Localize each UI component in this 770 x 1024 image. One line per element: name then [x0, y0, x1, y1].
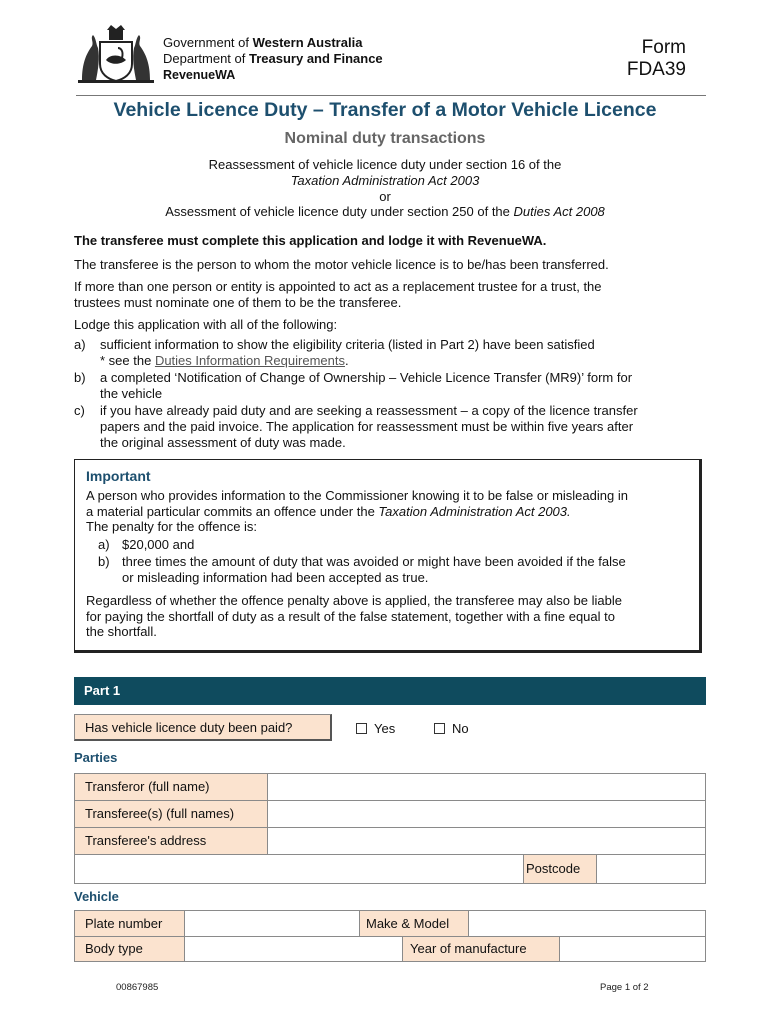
list-item-c: if you have already paid duty and are seeking a reassessment – a copy of the licence transfer papers and the paid invoice. The application for reassessment must be within five years after the original assessment of duty was made.: [100, 403, 638, 450]
page-title: Vehicle Licence Duty – Transfer of a Motor Vehicle Licence: [113, 99, 657, 121]
body-type-label: Body type: [74, 936, 185, 962]
document-number: 00867985: [116, 982, 159, 993]
transferor-input[interactable]: [267, 773, 706, 801]
list-item-b: a completed ‘Notification of Change of Ownership – Vehicle Licence Transfer (MR9)’ form for the vehicle: [100, 370, 633, 401]
duty-paid-question: Has vehicle licence duty been paid?: [74, 714, 332, 741]
make-model-input[interactable]: [468, 910, 706, 937]
important-paragraph-2: Regardless of whether the offence penalty above is applied, the transferee may also be liable for paying the shortfall of duty as a result of the false statement, together with a fine equal to the shortfall.: [86, 593, 622, 639]
plate-number-label: Plate number: [74, 910, 185, 937]
checkbox-icon[interactable]: [434, 723, 445, 734]
duty-paid-yes-option[interactable]: Yes: [356, 721, 395, 737]
lodge-notice: The transferee must complete this application and lodge it with RevenueWA.: [74, 233, 547, 248]
list-item-a: sufficient information to show the eligibility criteria (listed in Part 2) have been satisfied * see the Duties Information Requirements.: [100, 337, 595, 368]
duty-paid-no-option[interactable]: No: [434, 721, 469, 737]
vehicle-heading: Vehicle: [74, 889, 119, 904]
postcode-input[interactable]: [596, 854, 706, 884]
address-input-line-2[interactable]: [74, 854, 524, 884]
legislation-or: or: [379, 189, 391, 204]
wa-coat-of-arms-icon: [76, 24, 156, 86]
postcode-label: Postcode: [523, 854, 597, 884]
legislation-act-1: Taxation Administration Act 2003: [290, 173, 480, 188]
year-label: Year of manufacture: [402, 936, 560, 962]
list-marker-a: a): [74, 337, 86, 352]
checkbox-icon[interactable]: [356, 723, 367, 734]
form-number: Form FDA39: [626, 37, 686, 80]
agency-name: RevenueWA: [163, 68, 236, 82]
list-marker-c: c): [74, 403, 85, 418]
important-heading: Important: [86, 468, 151, 484]
penalty-item-a: $20,000 and: [122, 537, 195, 552]
penalty-marker-a: a): [98, 537, 110, 552]
penalty-marker-b: b): [98, 554, 110, 569]
body-type-input[interactable]: [184, 936, 403, 962]
plate-number-input[interactable]: [184, 910, 360, 937]
header-divider: [76, 95, 706, 96]
year-input[interactable]: [559, 936, 706, 962]
address-input-line-1[interactable]: [267, 827, 706, 855]
transferee-label: Transferee(s) (full names): [74, 800, 268, 828]
transferor-label: Transferor (full name): [74, 773, 268, 801]
important-paragraph-1: A person who provides information to the Commissioner knowing it to be false or misleading in a material particular commits an offence under the Taxation Administration Act 2003. The penalty for the offence is:: [86, 488, 628, 534]
duties-information-link[interactable]: Duties Information Requirements: [154, 353, 345, 368]
page-number: Page 1 of 2: [600, 982, 649, 993]
page-subtitle: Nominal duty transactions: [284, 130, 486, 147]
address-label: Transferee's address: [74, 827, 268, 855]
transferee-input[interactable]: [267, 800, 706, 828]
make-model-label: Make & Model: [359, 910, 469, 937]
government-identity: Government of Western Australia Department of Treasury and Finance RevenueWA: [163, 35, 383, 82]
lodge-with-intro: Lodge this application with all of the following:: [74, 317, 338, 332]
legislation-line-3: Assessment of vehicle licence duty under section 250 of the Duties Act 2008: [165, 204, 605, 219]
part-1-header: Part 1: [74, 677, 706, 705]
transferee-definition: The transferee is the person to whom the motor vehicle licence is to be/has been transferred.: [74, 257, 609, 272]
list-marker-b: b): [74, 370, 86, 385]
trust-note: If more than one person or entity is appointed to act as a replacement trustee for a trust, the trustees must nominate one of them to be the transferee.: [74, 279, 602, 310]
penalty-item-b: three times the amount of duty that was avoided or might have been avoided if the false or misleading information had been accepted as true.: [122, 554, 626, 585]
legislation-line-1: Reassessment of vehicle licence duty under section 16 of the: [208, 157, 562, 172]
parties-heading: Parties: [74, 750, 118, 765]
